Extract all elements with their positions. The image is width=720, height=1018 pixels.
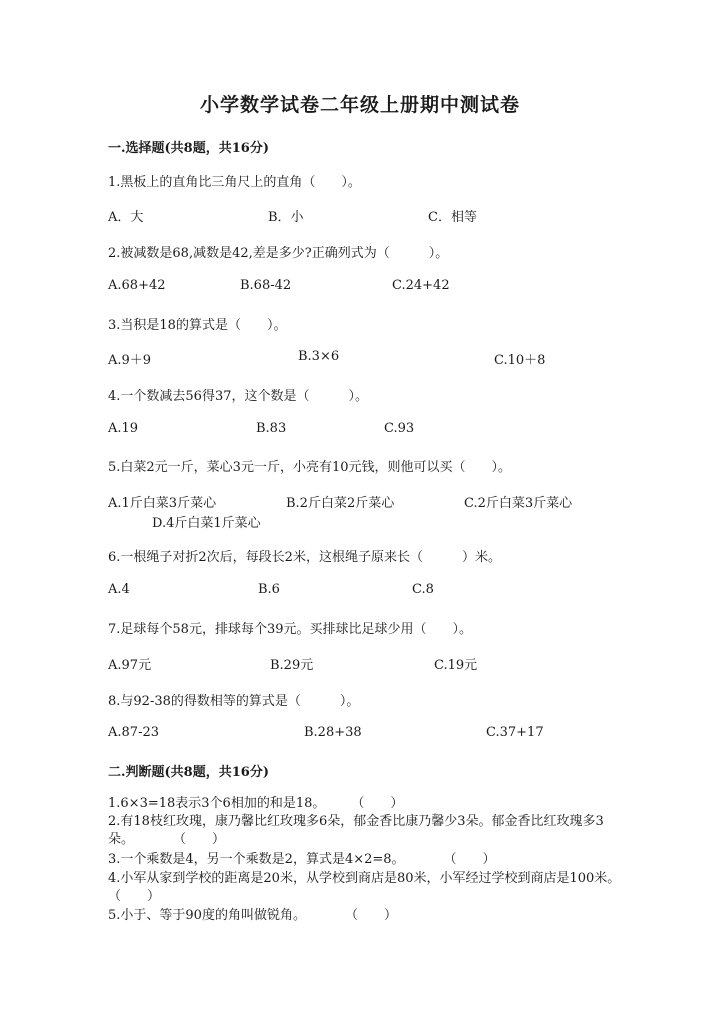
q8-option-a: A.87-23: [108, 725, 159, 740]
question-3: 3.当积是18的算式是（ ）。: [108, 318, 287, 333]
q6-option-b: B.6: [258, 582, 280, 597]
q4-option-a: A.19: [108, 421, 139, 436]
q7-option-b: B.29元: [270, 658, 314, 673]
q1-option-b: B．小: [268, 210, 304, 225]
q7-option-a: A.97元: [108, 658, 152, 673]
question-6: 6.一根绳子对折2次后，每段长2米，这根绳子原来长（ ）米。: [108, 550, 501, 565]
page-title: 小学数学试卷二年级上册期中测试卷: [199, 94, 520, 116]
q2-option-c: C.24+42: [392, 278, 450, 293]
q6-option-c: C.8: [412, 582, 434, 597]
question-1: 1.黑板上的直角比三角尺上的直角（ ）。: [108, 175, 361, 190]
q4-option-b: B.83: [256, 421, 287, 436]
question-5: 5.白菜2元一斤，菜心3元一斤，小亮有10元钱，则他可以买（ ）。: [108, 460, 511, 475]
question-8: 8.与92-38的得数相等的算式是（ ）。: [108, 694, 360, 709]
question-2: 2.被减数是68,减数是42,差是多少?正确列式为（ ）。: [108, 246, 449, 261]
q6-option-a: A.4: [108, 582, 130, 597]
q1-option-c: C．相等: [428, 210, 477, 225]
judgement-item-1: 1.6×3=18表示3个6相加的和是18。 （ ）: [108, 796, 404, 811]
q1-option-a: A．大: [108, 210, 144, 225]
q5-option-d: D.4斤白菜1斤菜心: [152, 516, 261, 531]
q2-option-b: B.68-42: [240, 278, 292, 293]
q8-option-c: C.37+17: [486, 725, 544, 740]
q3-option-c: C.10＋8: [494, 353, 546, 368]
judgement-item-5: 5.小于、等于90度的角叫做锐角。 （ ）: [108, 908, 397, 923]
judgement-item-4: 4.小军从家到学校的距离是20米，从学校到商店是80米，小军经过学校到商店是100米。 （ ）: [108, 871, 640, 904]
q5-option-a: A.1斤白菜3斤菜心: [108, 496, 217, 511]
q5-option-b: B.2斤白菜2斤菜心: [286, 496, 395, 511]
question-7: 7.足球每个58元，排球每个39元。买排球比足球少用（ ）。: [108, 622, 472, 637]
judgement-item-3: 3.一个乘数是4，另一个乘数是2，算式是4×2=8。 （ ）: [108, 852, 496, 867]
q7-option-c: C.19元: [434, 658, 478, 673]
q5-option-c: C.2斤白菜3斤菜心: [464, 496, 573, 511]
q2-option-a: A.68+42: [108, 278, 166, 293]
question-4: 4.一个数减去56得37，这个数是（ ）。: [108, 389, 368, 404]
q3-option-b: B.3×6: [298, 349, 340, 364]
section-heading-judgement: 二.判断题(共8题，共16分): [108, 765, 269, 780]
judgement-item-2: 2.有18枝红玫瑰，康乃馨比红玫瑰多6朵，郁金香比康乃馨少3朵。郁金香比红玫瑰多3朵。 （ ）: [108, 814, 604, 847]
q8-option-b: B.28+38: [304, 725, 362, 740]
q3-option-a: A.9＋9: [108, 353, 152, 368]
section-heading-choice: 一.选择题(共8题，共16分): [108, 141, 269, 156]
q4-option-c: C.93: [384, 421, 415, 436]
